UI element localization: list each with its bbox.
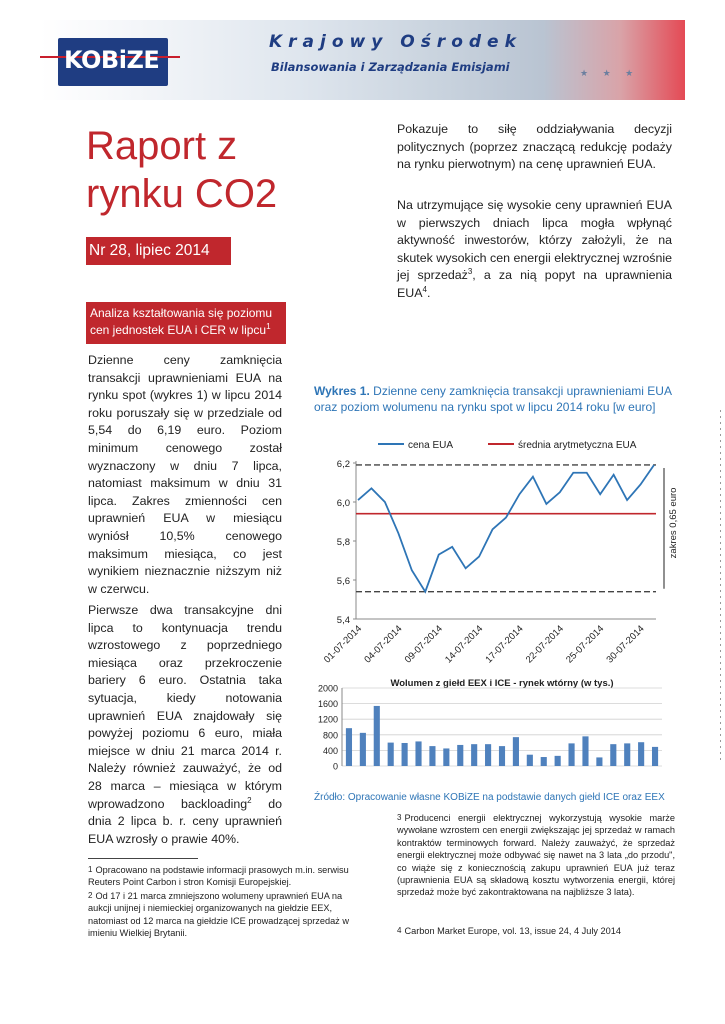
volume-bar xyxy=(499,746,505,766)
x-tick-label: 14-07-2014 xyxy=(443,623,486,666)
y-tick-label: 400 xyxy=(322,745,338,756)
footnote-1-number: 1 xyxy=(88,865,93,874)
y-tick-label: 5,8 xyxy=(336,537,350,548)
y-tick-label: 1600 xyxy=(317,699,338,710)
footnote-3-text: Producenci energii elektrycznej wykorzystują wysokie marże wywołane wzrostem cen energii zwiększając jej sprzedaż w ramach kontraktów terminowych forward. Należy zauważyć, że sprzedaż energii elektrycznej może odbywać się nawet na 3 lata „do przodu", co wiąże się z koniecznością zakupu uprawnień EUA już teraz (uprawnienia EUA są składową kosztu wytworzenia energii, której sprzedaż może być zakontraktowana na najbliższe 3 lata). xyxy=(397,813,675,898)
section-heading-text: Analiza kształtowania się poziomu cen jednostek EUA i CER w lipcu xyxy=(90,306,273,337)
footnote-ref-4[interactable]: 4 xyxy=(422,284,427,294)
report-issue: Nr 28, lipiec 2014 xyxy=(86,237,231,265)
eu-stars-decoration: ★ ★ ★ xyxy=(580,68,640,78)
y-tick-label: 0 xyxy=(332,761,338,772)
legend-label-mean: średnia arytmetyczna EUA xyxy=(518,440,637,451)
volume-bar xyxy=(402,743,408,766)
volume-bar xyxy=(569,743,575,766)
volume-bar xyxy=(443,748,449,766)
right-paragraph-2-text-b: , a za nią popyt na uprawnienia EUA xyxy=(397,268,672,300)
y-tick-label: 6,2 xyxy=(336,459,350,470)
footnote-ref-1[interactable]: 1 xyxy=(266,322,271,331)
footnote-3 xyxy=(397,812,675,899)
chart-source: Źródło: Opracowanie własne KOBiZE na podstawie danych giełd ICE oraz EEX xyxy=(314,792,665,803)
x-tick-label: 22-07-2014 xyxy=(523,623,566,666)
left-paragraph-2 xyxy=(88,602,282,848)
left-paragraph-2-text-a: Pierwsze dwa transakcyjne dni lipca to kontynuacja trendu wzrostowego z poprzedniego miesiąca oraz przekroczenie bariery 6 euro. Ostatnia taka sytuacja, kiedy notowania uprawnień EUA znajdowały się powyżej poziomu 6 euro, miała miejsce w dniu 21 marca 2014 r. Należy również zauważyć, że od 28 marca – miesiąca w którym wprowadzono backloading xyxy=(88,603,282,811)
kobize-logo: KOBiZE xyxy=(64,46,160,74)
volume-bar xyxy=(485,744,491,766)
footnote-4 xyxy=(397,925,675,937)
header-banner xyxy=(40,20,685,100)
volume-chart-title: Wolumen z giełd EEX i ICE - rynek wtórny (w tys.) xyxy=(390,678,614,689)
left-paragraph-2-text-b: do dnia 2 lipca b. r. ceny uprawnień EUA wzrosły o prawie 40%. xyxy=(88,796,282,846)
price-series-line xyxy=(358,465,654,592)
volume-bar xyxy=(624,743,630,766)
right-paragraph-2-text-a: Na utrzymujące się wysokie ceny uprawnień EUA w pierwszych dniach lipca mogła wpłynąć aktywność inwestorów, którzy założyli, że na skutek wysokich cen energii elektrycznej wzrośnie jej sprzedaż xyxy=(397,198,672,283)
volume-bar xyxy=(388,743,394,766)
volume-bar xyxy=(555,756,561,766)
chart-caption-label: Wykres 1. xyxy=(314,384,370,398)
volume-bar xyxy=(429,746,435,766)
x-tick-label: 09-07-2014 xyxy=(402,623,445,666)
y-tick-label: 5,4 xyxy=(336,615,350,626)
footnote-2-text: Od 17 i 21 marca zmniejszono wolumeny uprawnień EUA na aukcji unijnej i niemieckiej organizowanych na giełdzie EEX, natomiast od 12 marca na giełdzie ICE prowadzącej sprzedaż w imieniu Wielkiej Brytanii. xyxy=(88,891,349,939)
org-subtitle: Bilansowania i Zarządzania Emisjami xyxy=(271,60,510,74)
footnote-1 xyxy=(88,864,363,889)
price-line-chart xyxy=(310,435,690,675)
volume-bar xyxy=(638,742,644,766)
volume-bar xyxy=(374,706,380,766)
footnote-2-number: 2 xyxy=(88,891,93,900)
volume-bar xyxy=(582,736,588,766)
org-title: Krajowy Ośrodek xyxy=(269,32,522,52)
right-paragraph-2 xyxy=(397,197,672,303)
volume-bar xyxy=(610,744,616,766)
footnote-1-text: Opracowano na podstawie informacji prasowych m.in. serwisu Reuters Point Carbon i stron Komisji Europejskiej. xyxy=(88,865,349,888)
footnote-4-text: Carbon Market Europe, vol. 13, issue 24, 4 July 2014 xyxy=(404,926,621,936)
right-paragraph-1: Pokazuje to siłę oddziaływania decyzji politycznych (poprzez znaczącą redukcję podaży na rynku pierwotnym) na cenę uprawnień EUA. xyxy=(397,122,672,172)
margin-dotted-line xyxy=(720,410,721,760)
volume-bar xyxy=(360,733,366,766)
legend-label-price: cena EUA xyxy=(408,440,454,451)
left-paragraph-1: Dzienne ceny zamknięcia transakcji uprawnieniami EUA na rynku spot (wykres 1) w lipcu 2014 roku poruszały się w przedziale od 5,54 do 6,19 euro. Poziom minimum cenowego został wyznaczony w dniu 7 lipca, natomiast maksimum w dniu 31 lipca. Zakres zmienności cen uprawnień EUA w miesiącu wyniósł 10,5% cenowego maksimum miesiąca, co jest wynikiem nieznacznie niższym niż w czerwcu. xyxy=(88,353,282,596)
x-tick-label: 17-07-2014 xyxy=(483,623,526,666)
y-tick-label: 2000 xyxy=(317,683,338,694)
section-heading xyxy=(86,302,286,344)
volume-bar xyxy=(513,737,519,766)
x-tick-label: 30-07-2014 xyxy=(604,623,647,666)
volume-bar xyxy=(541,757,547,766)
footnote-ref-3[interactable]: 3 xyxy=(467,267,473,277)
footnote-ref-2[interactable]: 2 xyxy=(247,795,252,805)
y-tick-label: 6,0 xyxy=(336,498,350,509)
x-tick-label: 01-07-2014 xyxy=(321,623,365,666)
right-paragraph-2-text-c: . xyxy=(426,285,431,300)
volume-bar xyxy=(415,741,421,766)
y-tick-label: 800 xyxy=(322,730,338,741)
volume-bar xyxy=(471,744,477,766)
volume-bar xyxy=(652,747,658,766)
y-tick-label: 1200 xyxy=(317,714,338,725)
chart-caption xyxy=(314,383,684,415)
footnote-4-number: 4 xyxy=(397,926,402,935)
footnote-separator xyxy=(88,858,198,859)
report-title: Raport z rynku CO2 xyxy=(86,124,278,216)
volume-bar xyxy=(527,755,533,766)
x-tick-label: 04-07-2014 xyxy=(362,623,405,666)
volume-bar xyxy=(457,745,463,766)
volume-bar xyxy=(596,757,602,766)
x-tick-label: 25-07-2014 xyxy=(564,623,607,666)
range-annotation: zakres 0,65 euro xyxy=(668,487,679,559)
volume-bar-chart xyxy=(310,678,680,778)
footnote-2 xyxy=(88,890,363,940)
y-tick-label: 5,6 xyxy=(336,576,350,587)
footnote-3-number: 3 xyxy=(397,813,402,822)
volume-bar xyxy=(346,728,352,766)
chart-caption-text: Dzienne ceny zamknięcia transakcji uprawnieniami EUA oraz poziom wolumenu na rynku spot w lipcu 2014 roku [w euro] xyxy=(314,384,672,414)
